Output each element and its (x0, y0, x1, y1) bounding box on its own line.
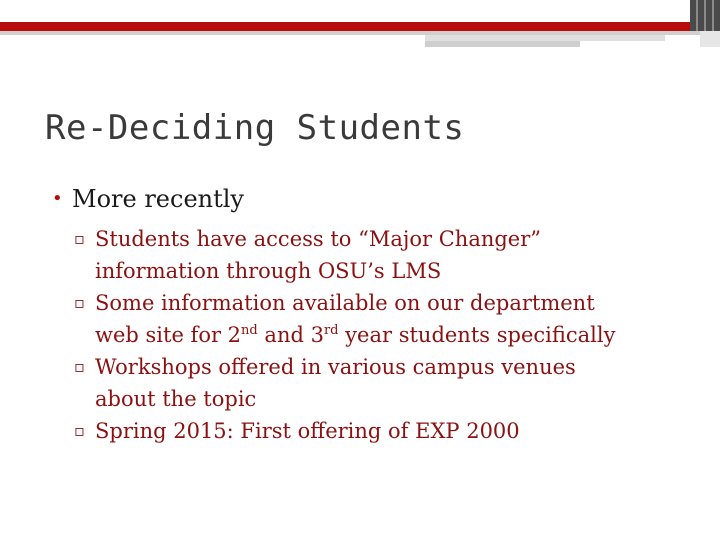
header-red-band (0, 22, 690, 31)
square-bullet-icon: ▫ (74, 293, 85, 312)
header-light-band (425, 41, 580, 47)
ordinal-suffix: rd (323, 323, 339, 338)
sub-bullet-line: about the topic (95, 387, 257, 411)
sub-bullet-text: and 3 (257, 323, 324, 347)
header-stripe (712, 0, 714, 31)
sub-bullet-text: year students specifically (338, 323, 616, 347)
sub-bullet-item (52, 415, 682, 447)
sub-bullet-item (52, 287, 682, 351)
slide-content (52, 183, 682, 447)
sub-bullet-list (52, 223, 682, 447)
header-dark-block (690, 0, 720, 31)
square-bullet-icon: ▫ (74, 229, 85, 248)
sub-bullet-text: web site for 2 (95, 323, 242, 347)
bullet-text: More recently (72, 185, 244, 213)
sub-bullet-line: Spring 2015: First offering of EXP 2000 (95, 419, 520, 443)
sub-bullet-line: Students have access to “Major Changer” (95, 227, 542, 251)
bullet-icon: • (52, 188, 63, 209)
bullet-item (52, 183, 682, 215)
sub-bullet-item (52, 351, 682, 415)
sub-bullet-line (95, 319, 682, 351)
sub-bullet-line: Some information available on our department (95, 291, 595, 315)
header-light-band (700, 31, 720, 47)
slide-title: Re-Deciding Students (45, 108, 465, 148)
square-bullet-icon: ▫ (74, 421, 85, 440)
sub-bullet-line: information through OSU’s LMS (95, 259, 442, 283)
sub-bullet-line: Workshops offered in various campus venues (95, 355, 576, 379)
ordinal-suffix: nd (241, 323, 258, 338)
sub-bullet-item (52, 223, 682, 287)
square-bullet-icon: ▫ (74, 357, 85, 376)
header-stripe (704, 0, 706, 31)
header-stripe (696, 0, 698, 31)
